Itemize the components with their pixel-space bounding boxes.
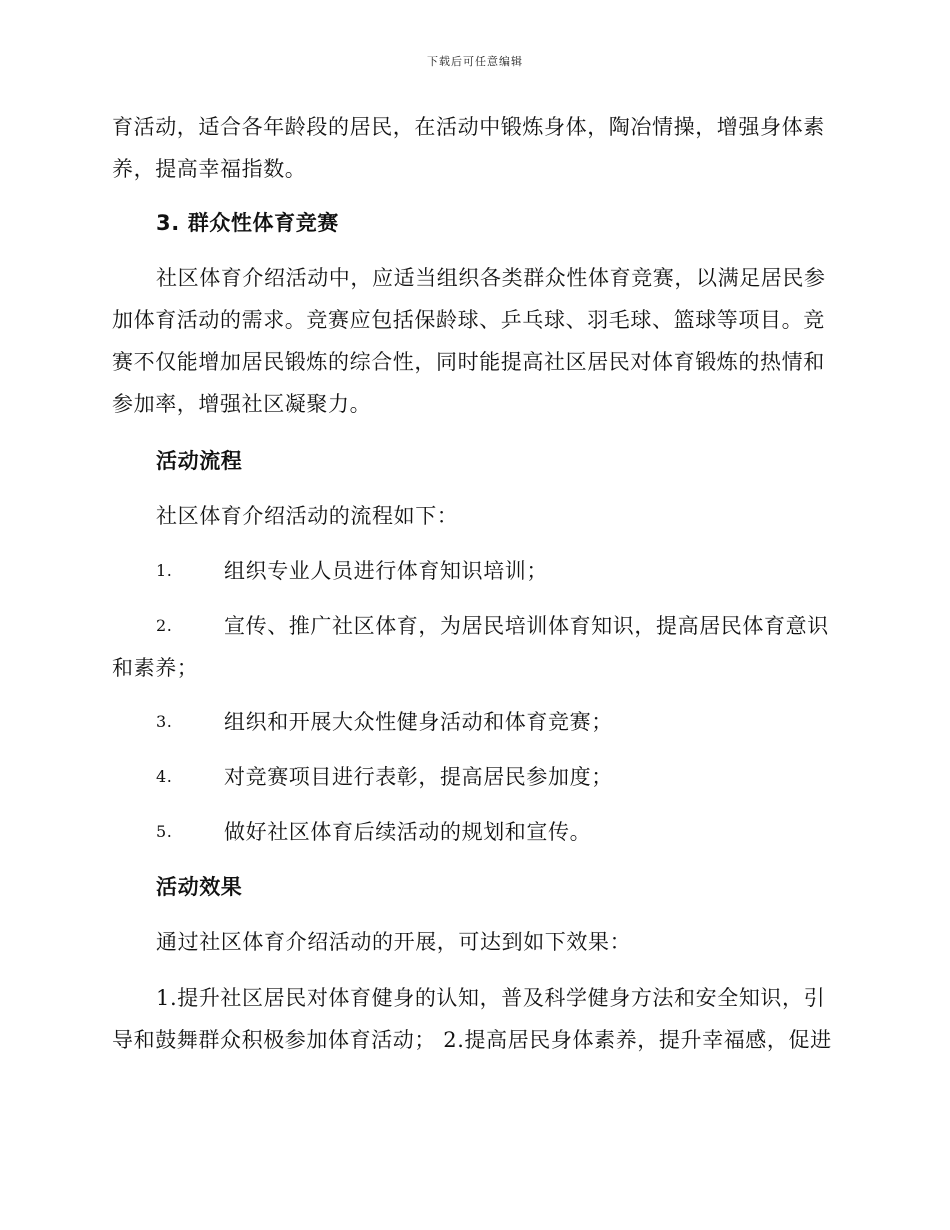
effects-intro: 通过社区体育介绍活动的开展，可达到如下效果：: [156, 930, 632, 954]
list-item-text-continued: 和素养；: [112, 656, 199, 680]
list-item-text: 组织和开展大众性健身活动和体育竞赛；: [224, 710, 613, 734]
list-item-text: 组织专业人员进行体育知识培训；: [224, 559, 548, 583]
list-item-text: 做好社区体育后续活动的规划和宣传。: [224, 820, 592, 844]
process-heading: 活动流程: [156, 449, 243, 473]
list-number: 2.: [156, 616, 173, 635]
intro-paragraph: [112, 106, 838, 190]
process-list-item-5: [112, 811, 838, 853]
process-intro: 社区体育介绍活动的流程如下：: [156, 504, 459, 528]
list-item-text: 对竞赛项目进行表彰，提高居民参加度；: [224, 765, 613, 789]
list-item-text: 宣传、推广社区体育，为居民培训体育知识，提高居民体育意识: [224, 614, 829, 638]
effects-heading: 活动效果: [156, 875, 243, 899]
section-3-paragraph: 社区体育介绍活动中，应适当组织各类群众性体育竞赛，以满足居民参加体育活动的需求。竞赛应包括保龄球、乒乓球、羽毛球、篮球等项目。竞赛不仅能增加居民锻炼的综合性，同时能提高社区居民对体育锻炼的热情和参加率，增强社区凝聚力。: [112, 266, 826, 416]
process-list-item-4: [112, 756, 838, 798]
list-number: 4.: [156, 767, 173, 786]
list-number: 1.: [156, 561, 173, 580]
process-list-item-3: [112, 701, 838, 743]
process-list-item-1: [112, 550, 838, 592]
process-list-item-2: [112, 605, 838, 689]
section-3-heading: 3. 群众性体育竞赛: [156, 211, 339, 235]
intro-line-2: 养，提高幸福指数。: [112, 157, 307, 181]
intro-line-1: 育活动，适合各年龄段的居民，在活动中锻炼身体，陶冶情操，增强身体素: [112, 115, 825, 139]
effects-paragraph: 1.提升社区居民对体育健身的认知，普及科学健身方法和安全知识，引导和鼓舞群众积极参加体育活动； 2.提高居民身体素养，提升幸福感，促进: [112, 986, 832, 1052]
list-number: 3.: [156, 712, 173, 731]
page-header: 下载后可任意编辑: [427, 55, 523, 68]
list-number: 5.: [156, 822, 173, 841]
